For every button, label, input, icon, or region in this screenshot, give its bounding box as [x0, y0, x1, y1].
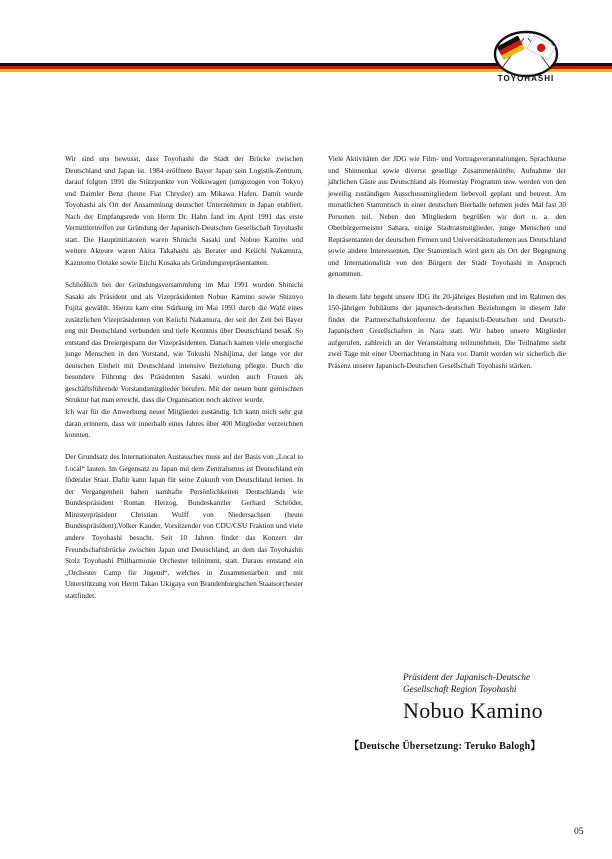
signature-block	[403, 672, 573, 724]
signature-title-line-2: Gesellschaft Region Toyohashi	[403, 683, 517, 694]
right-paragraph-1: Viele Aktivitäten der JDG wie Film- und Vortragsveranstaltungen, Sprachkurse und Shinnenkai sowie diverse gesellige Zusammenkünfte, Aufnahme der jährlichen Gäste aus Deutschland als Homestay Programm usw. werden von den jeweilig zuständigen Ausschussmitgliedern liebevoll geplant und betreut. Am monatlichen Stammtisch in einer deutschen Bierhalle nehmen jedes Mal fast 30 Personen teil. Neben den Mitgliedern begrüßen wir dort u. a. den Oberbürgermeister Sahara, einige Stadtratsmitglieder, junge Menschen und Repräsentanten der deutschen Firmen und Universitätsstudenten aus Deutschland sowie andere Interessenten. Der Stammtisch wird gern als Ort der Begegnung und Internationalität von den Bürgern der Stadt Toyohashi in Anspruch genommen.	[328, 154, 566, 279]
translation-credit: 【Deutsche Übersetzung: Teruko Balogh】	[349, 741, 541, 752]
left-column	[65, 153, 303, 612]
signature-title-line-1: Präsident der Japanisch-Deutsche	[403, 672, 531, 682]
signature-name: Nobuo Kamino	[403, 698, 543, 723]
page-number: 05	[574, 827, 584, 837]
right-column	[328, 153, 566, 382]
left-paragraph-2: Schließlich bei der Gründungsversammlung im Mai 1991 wurden Shinichi Sasaki als Präsident und als Vizepräsidenten Nobuo Kamino sowie Shizuyo Fujita gewählt. Hierzu kam eine Stärkung im Mai 1993 durch die Wahl eines zusätzlichen Vizepräsidenten von Keiichi Nakamura, der seit der Zeit bei Bayer eng mit Deutschland verbunden und tiefe Kenntnis über Deutschland besaß. So entstand das Dreiergespann der Vizepräsidenten. Danach kamen viele energische junge Menschen in den Vorstand, wie Tokushi Nishijima, der lange vor der deutschen Einheit mit Deutschland intensive Beziehung pflegte. Durch die besondere Führung des Präsidenten Sasaki wurden auch Frauen als geschäftsführende Vorstandsmitglieder berufen. Mit der neuen bunt gemischten Struktur hat man erreicht, dass die Organisation noch aktiver wurde.	[65, 279, 303, 405]
left-paragraph-1: Wir sind uns bewusst, dass Toyohashi die Stadt der Brücke zwischen Deutschland und Japan ist. 1984 eröffnete Bayer Japan sein Logistik-Zentrum, darauf folgten 1991 die Stützpunkte von Volkswagen (umgezogen von Tokyo) und Daimler Benz (heute Fiat Chrysler) am Mikawa Hafen. Damit wurde Toyohashi als Ort der Ansammlung deutscher Unternehmen in Japan etabliert. Nach der Empfangsrede von Herrn Dr. Hahn fand im April 1991 das erste Vermittlertreffen zur Gründung der Japanisch-Deutschen Gesellschaft Toyohashi statt. Die Hauptinitiatoren waren Shinichi Sasaki und Nobuo Kamino und weitere Akteure waren Akira Takahashi als Berater und Keiichi Nakamura, Kazutomo Ootake sowie Eiichi Kosaka als Gründungsrepräsentanten.	[65, 154, 303, 267]
left-paragraph-4: Der Grundsatz des Internationalen Austausches muss auf der Basis von „Local to Local“ lauten. Im Gegensatz zu Japan mit dem Zentralismus ist Deutschland ein föderaler Staat. Dafür kann Japan für seine Zukunft von Deutschland lernen. In der Vergangenheit haben namhafte Persönlichkeiten Deutschlands wie Bundespräsident Roman Herzog, Bundeskanzler Gerhard Schröder, Ministerpräsident Christian Wulff von Niedersachsen (heute Bundespräsident),Volker Kauder, Vorsitzender von CDU/CSU Fraktion und viele andere Toyohashi besucht. Seit 10 Jahren findet das Konzert der Freundschaftsbrücke zwischen Japan und Deutschland, an dem das Toyohashis Stolz Toyohashi Philharmonie Orchester teilnimmt, statt. Daraus entstand ein „Orchester Camp für Jugend“, welches in Zusammenarbeit und mit Unterstützung von Herrn Takao Ukigaya von Brandenburgischen Staatsorchester stattfindet.	[65, 452, 303, 600]
left-paragraph-3: Ich war für die Anwerbung neuer Mitglieder zuständig. Ich kann mich sehr gut daran erinnern, dass wir innerhalb eines Jahres über 400 Mitglieder verzeichnen konnten.	[65, 406, 303, 440]
right-paragraph-2: In diesem Jahr begeht unsere JDG ihr 20-jähriges Bestehen und im Rahmen des 150-jährigen Jubiläums der japanisch-deutschen Beziehungen in diesem Jahr findet die Partnerschaftskonferenz der Japanisch-Deutschen und Deutsch-Japanischen Gesellschaften in Nara statt. Wir haben unsere Mitglieder aufgerufen, zahlreich an der Veranstaltung teilzunehmen. Die Teilnahme sieht zwei Tage mit einer Übernachtung in Nara vor. Damit werden wir sicherlich die Präsenz unserer Japanisch-Deutschen Gesellschaft Toyohashi stärken.	[328, 291, 566, 370]
toyohashi-flags-logo	[490, 28, 562, 86]
logo-text: TOYOHASHI	[497, 74, 555, 83]
